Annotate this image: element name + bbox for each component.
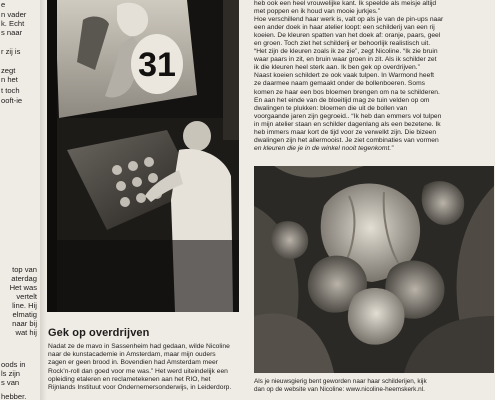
photo-caption: [254, 378, 494, 394]
body-text-right: [254, 0, 494, 153]
column-fragment: top van: [12, 265, 37, 274]
painter-photo-image: [47, 0, 239, 312]
column-fragment: s van: [1, 378, 20, 387]
text-line: zagen er geen brood in. Bovendien had Amsterdam meer: [48, 359, 218, 367]
column-fragment: zegt: [1, 66, 16, 75]
text-line: dwalingen te plukken: bloemen die uit de bollen van: [254, 104, 408, 112]
column-fragment: Het was: [9, 283, 37, 292]
column-fragment: aterdag: [11, 274, 37, 283]
column-fragment: oods in: [1, 360, 26, 369]
text-line: dwalingen zijn het allermooist. Je ziet combinaties van vormen: [254, 136, 439, 144]
column-fragment: hebber.: [1, 392, 27, 400]
section-heading: Gek op overdrijven: [48, 327, 150, 339]
text-line: komen ze haar een bos bloemen brengen om na te schilderen.: [254, 88, 440, 96]
text-line: een ander doek in haar atelier loopt: een schilderij van een rij: [254, 24, 435, 32]
text-line: voorgaande jaren zijn gegroeid.. “Ik heb dan emmers vol tulpen: [254, 112, 442, 120]
column-fragment: n het: [1, 75, 18, 84]
text-line: en kleuren die je in de winkel nooit tegenkomt.”: [254, 144, 394, 152]
column-fragment: ls zijn: [1, 369, 20, 378]
text-line: Rock’n-roll dan goed voor me was.” Het werd uiteindelijk een: [48, 367, 228, 375]
text-line: En aan het einde van de bloeitijd mag ze tuin velden op om: [254, 96, 430, 104]
tulip-painting-image: [254, 166, 494, 373]
text-line: “Het zijn de kleuren zoals ik ze zie”, zegt Nicoline. “Ik zie bruin: [254, 48, 438, 56]
column-fragment: t toch: [1, 86, 20, 95]
text-line: ze daarmee naam gemaakt onder de bollenboeren. Soms: [254, 80, 426, 88]
painter-photo: [47, 0, 239, 312]
column-fragment: wat hij: [15, 328, 37, 337]
previous-column-fragments: [0, 0, 40, 400]
text-line: in mijn atelier staan en schilder dagenlang als een bezetene. Ik: [254, 120, 441, 128]
caption-line: dan op de website van Nicoline: www.nicoline-heemskerk.nl.: [254, 386, 425, 393]
column-fragment: n vader: [1, 10, 27, 19]
text-line: met poppen en ik houd van mooie jurkjes.”: [254, 8, 381, 16]
page-gutter: [40, 0, 47, 400]
column-fragment: naar bij: [12, 319, 37, 328]
column-fragment: r zij is: [1, 47, 21, 56]
text-line: en groen. Toch ziet het schilderij er behoorlijk realistisch uit.: [254, 40, 431, 48]
body-text-left: [48, 343, 240, 392]
text-line: opleiding etaleren en reclametekenen aan het RIO, het: [48, 375, 211, 383]
text-line: Rijnlands Instituut voor Ondernemersonderwijs, in Leiderdorp.: [48, 384, 232, 392]
svg-text:31: 31: [138, 46, 176, 84]
text-line: naar de kunstacademie in Amsterdam, maar mijn ouders: [48, 351, 216, 359]
text-line: koeien. De kleuren spatten van het doek af: oranje, paars, geel: [254, 32, 441, 40]
text-line: ik die kleuren heel sterk aan. Ik ben gek op overdrijven.”: [254, 64, 420, 72]
text-line: waar paars in zit, en bruin waar groen in zit. Als ik schilder zet: [254, 56, 437, 64]
column-fragment: s naar: [1, 28, 23, 37]
text-line: Nadat ze de mavo in Sassenheim had gedaan, wilde Nicoline: [48, 343, 230, 350]
text-line: heb immers maar kort de tijd voor ze verwelkt zijn. Die bizeen: [254, 128, 437, 136]
column-fragment: elmatig: [12, 310, 37, 319]
column-fragment: line. Hij: [12, 301, 37, 310]
column-fragment: ooft-ie: [1, 96, 23, 105]
column-fragment: vertelt: [16, 292, 37, 301]
number-31-painting: [131, 34, 183, 94]
column-fragment: k. Echt: [1, 19, 25, 28]
caption-line: Als je nieuwsgierig bent geworden naar haar schilderijen, kijk: [254, 378, 427, 385]
text-line: Naast koeien schildert ze ook vaak tulpen. In Warmond heeft: [254, 72, 435, 80]
tulip-painting-photo: [254, 166, 494, 373]
text-line: heb ook een heel vrouwelijke kant. Ik speelde als meisje altijd: [254, 0, 437, 7]
column-fragment: e: [1, 0, 6, 9]
text-line: Hoe verschillend haar werk is, valt op als je van de pin-ups naar: [254, 16, 444, 24]
